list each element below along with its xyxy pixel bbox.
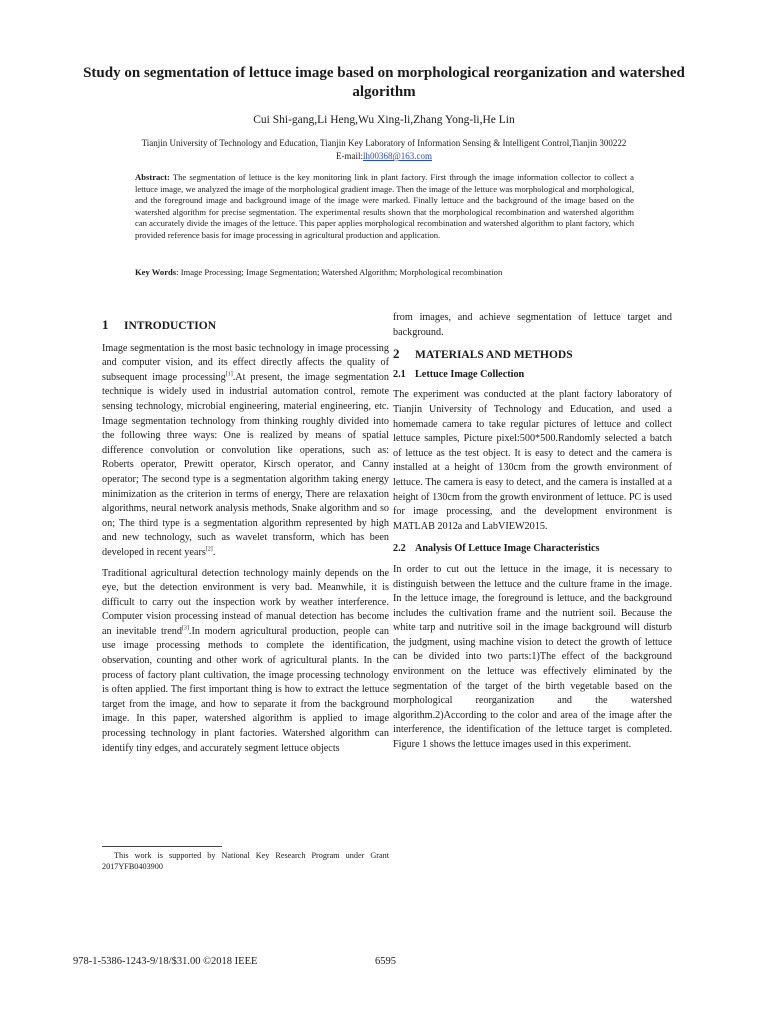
subsection-number: 2.2 <box>393 543 406 555</box>
citation-ref: [2] <box>205 546 213 553</box>
footer-isbn: 978-1-5386-1243-9/18/$31.00 ©2018 IEEE <box>73 956 258 967</box>
right-column <box>393 311 672 759</box>
paper-title: Study on segmentation of lettuce image based on morphological reorganization and watershed algorithm <box>83 65 685 100</box>
keywords <box>135 267 634 278</box>
keywords-label: Key Words <box>135 267 177 277</box>
email-label: E-mail: <box>335 151 363 161</box>
text-run: .In modern agricultural production, people can use image processing methods to complete the identification, observation, counting and other work of agricultural plants. In the process of factory plant cultivation, the image processing technology is often applied. The first important thing is how to extract the lettuce target from the image, and how to separate it from the background image. In this paper, watershed algorithm is applied to image processing technology in plant factories. Watershed algorithm can identify tiny edges, and accurately segment lettuce objects <box>102 625 389 754</box>
abstract-label: Abstract: <box>135 172 170 182</box>
section-heading-materials-methods <box>393 347 672 363</box>
intro-continuation: from images, and achieve segmentation of lettuce target and background. <box>393 312 672 338</box>
intro-paragraph-2 <box>102 567 389 757</box>
affiliation-text: Tianjin University of Technology and Education, Tianjin Key Laboratory of Information Sensing & Intelligent Control,Tianjin 300222 <box>141 138 627 148</box>
author-list: Cui Shi-gang,Li Heng,Wu Xing-li,Zhang Yong-li,He Lin <box>253 114 515 126</box>
footnote-text: This work is supported by National Key Research Program under Grant 2017YFB0403900 <box>102 851 389 871</box>
abstract <box>135 172 634 241</box>
email-link[interactable]: lh00368@163.com <box>362 151 433 161</box>
text-run: Traditional agricultural detection technology mainly depends on the eye, but the detection environment is very bad. Meanwhile, it is difficult to carry out the inspection work by weather interference. Computer vision processing instead of manual detection has become an inevitable trend <box>102 567 389 637</box>
page-number: 6595 <box>375 956 396 967</box>
email-line <box>0 150 768 163</box>
subsection-title: Lettuce Image Collection <box>415 368 525 380</box>
section-number: 2 <box>393 346 400 362</box>
subsection-title: Analysis Of Lettuce Image Characteristics <box>415 543 600 555</box>
subsection-heading-image-characteristics <box>393 542 672 557</box>
section-title: INTRODUCTION <box>124 320 217 332</box>
affiliation <box>0 137 768 163</box>
subsection-heading-image-collection <box>393 368 672 383</box>
left-column <box>102 318 389 762</box>
section-number: 1 <box>102 317 109 332</box>
section-title: MATERIALS AND METHODS <box>415 349 573 362</box>
citation-ref: [3] <box>181 625 189 632</box>
intro-paragraph-1 <box>102 342 389 561</box>
section-heading-introduction <box>102 318 389 334</box>
subsection-number: 2.1 <box>393 368 406 380</box>
image-collection-paragraph: The experiment was conducted at the plant factory laboratory of Tianjin University of Technology and Education, and used a homemade camera to take regular pictures of lettuce and collect lettuce samples, Picture pixel:500*500.Randomly selected a batch of lettuce as the test object. It is easy to detect and the camera is installed at a height of 130cm from the growth environment of lettuce. The camera is easy to detect, and the camera is installed at a height of 130cm from the growth environment of lettuce. PC is used for image processing, and the development environment is MATLAB 2012a and LabVIEW2015. <box>393 389 672 532</box>
text-run: .At present, the image segmentation technique is widely used in industrial automation control, remote sensing technology, microbial engineering, material engineering, etc. Image segmentation technology from thinking roughly divided into the following three ways: One is realized by means of spatial difference convolution or convolution like operations, such as: Roberts operator, Prewitt operator, Kirsch operator, and Canny operator; The second type is a segmentation algorithm taking energy minimization as the criterion in terms of energy, There are relaxation algorithms, neural network analysis methods, Snake algorithm and so on; The third type is a segmentation algorithm represented by high and new technology, such as wavelet transform, which has been developed in recent years <box>102 371 389 558</box>
image-characteristics-paragraph: In order to cut out the lettuce in the image, it is necessary to distinguish between the lettuce and the culture frame in the image. In the lettuce image, the foreground is lettuce, and the background includes the cultivation frame and the nutrient soil. Because the white tarp and nutritive soil in the image background will disturb the judgment, using machine vision to detect the growth of lettuce can be divided into two parts:1)The effect of the background environment on the lettuce was effectively eliminated by the segmentation of the target of the birth vegetable based on the morphological reorganization and the watershed algorithm.2)According to the color and area of the image after the interference, the identification of the lettuce target is completed. Figure 1 shows the lettuce images used in this experiment. <box>393 563 672 751</box>
abstract-text: The segmentation of lettuce is the key monitoring link in plant factory. First through the image information collector to collect a lettuce image, we analyzed the image of the morphological gradient image. Then the image of the lettuce was morphological and morphological, and the foreground image and background image of the image were marked. Finally lettuce and the background of the image based on the watershed algorithm for precise segmentation. The experimental results shown that the morphological recombination and watershed algorithm can accurately divide the images of the lettuce. This paper applies morphological recombination and watershed algorithm to plant factory, which provided reference basis for image processing in agricultural production and application. <box>135 172 634 240</box>
footnote <box>102 850 389 872</box>
citation-ref: [1] <box>225 371 233 378</box>
text-run: . <box>212 546 216 558</box>
footnote-divider <box>102 846 222 847</box>
text-run: Image segmentation is the most basic technology in image processing and computer vision, and its effect directly affects the quality of subsequent image processing <box>102 342 389 383</box>
keywords-text: : Image Processing; Image Segmentation; Watershed Algorithm; Morphological recombination <box>176 267 503 277</box>
